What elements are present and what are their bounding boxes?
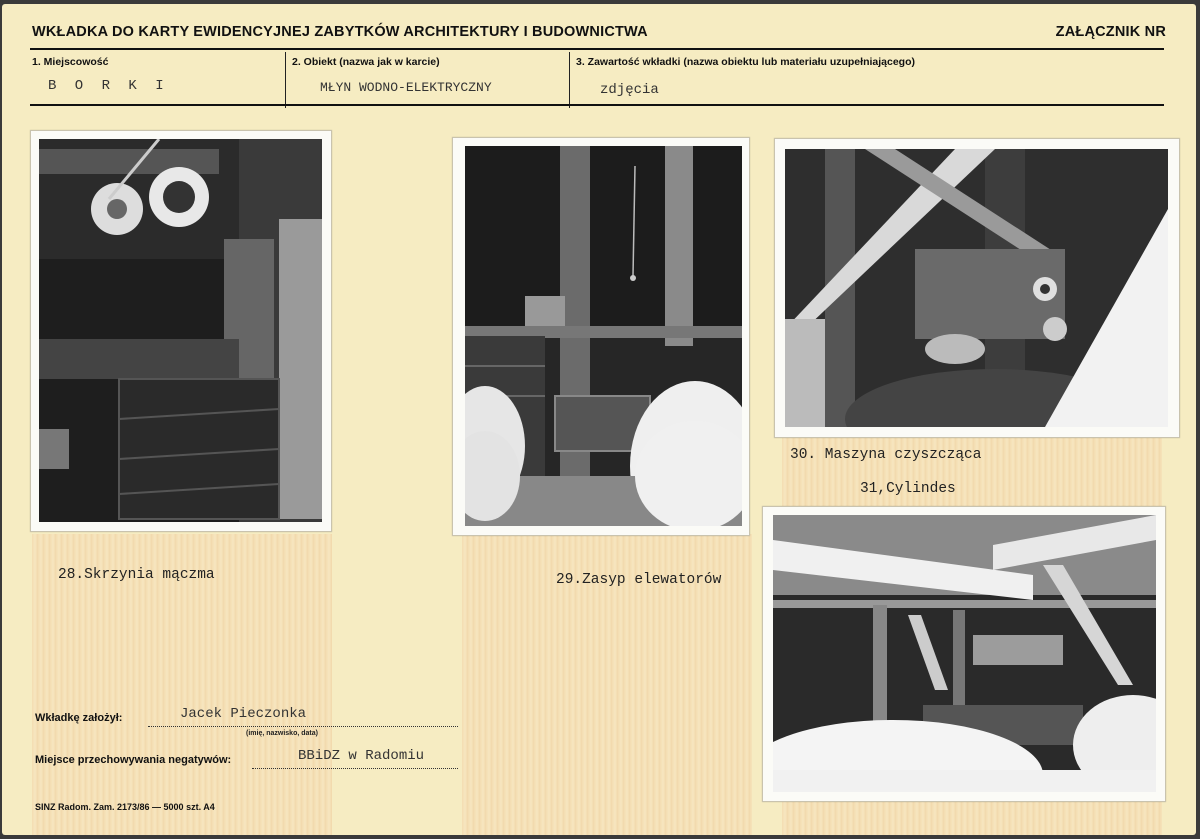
photo-30-image [785, 149, 1168, 427]
storage-dotline [252, 768, 458, 769]
content-label: 3. Zawartość wkładki (nazwa obiektu lub materiału uzupełniającego) [576, 56, 915, 68]
photo-30 [774, 138, 1180, 438]
photo-30-caption: 30. Maszyna czyszcząca [790, 447, 982, 463]
attachment-number-label: ZAŁĄCZNIK NR [1055, 24, 1166, 40]
object-label: 2. Obiekt (nazwa jak w karcie) [292, 56, 440, 68]
record-card [2, 4, 1196, 835]
founder-hint: (imię, nazwisko, data) [246, 730, 318, 737]
photo-31-image [773, 515, 1156, 792]
founder-dotline [148, 726, 458, 727]
content-value: zdjęcia [600, 82, 659, 98]
header-rule [30, 48, 1164, 50]
form-header [32, 24, 1166, 40]
photo-29-caption: 29.Zasyp elewatorów [556, 572, 722, 588]
fields-rule [30, 104, 1164, 106]
photo-31-caption: 31,Cylindes [860, 481, 956, 497]
storage-label: Miejsce przechowywania negatywów: [35, 754, 232, 766]
photo-28-caption: 28.Skrzynia mączma [58, 567, 215, 583]
photo-31 [762, 506, 1166, 802]
storage-value: BBiDZ w Radomiu [298, 748, 425, 764]
photo-28-image [39, 139, 322, 522]
field-divider [569, 52, 570, 108]
founder-value: Jacek Pieczonka [180, 706, 307, 722]
field-divider [285, 52, 286, 108]
photo-29-image [465, 146, 742, 526]
photo-29 [452, 137, 750, 536]
locality-value: B O R K I [48, 78, 169, 94]
photo-28 [30, 130, 332, 532]
object-value: MŁYN WODNO-ELEKTRYCZNY [320, 80, 492, 95]
print-note: SINZ Radom. Zam. 2173/86 — 5000 szt. A4 [35, 802, 215, 812]
form-title: WKŁADKA DO KARTY EWIDENCYJNEJ ZABYTKÓW ARCHITEKTURY I BUDOWNICTWA [32, 24, 648, 40]
founder-label: Wkładkę założył: [35, 712, 123, 724]
locality-label: 1. Miejscowość [32, 56, 109, 68]
